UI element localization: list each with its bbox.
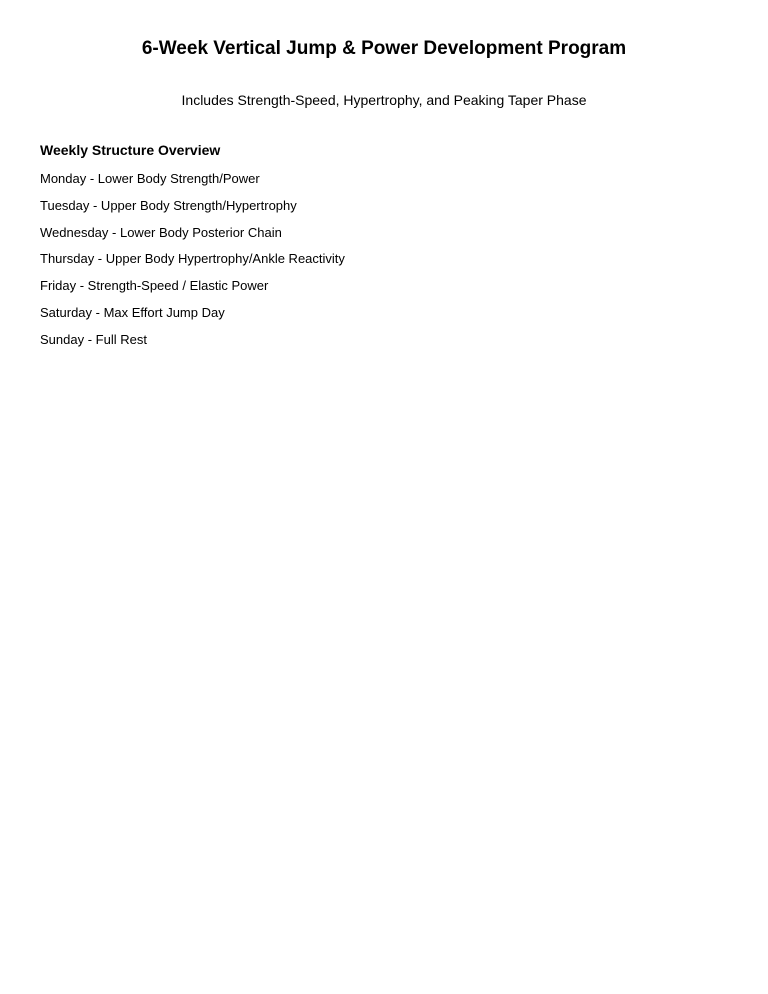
weekly-structure-heading: Weekly Structure Overview [40, 142, 221, 158]
schedule-item-monday: Monday - Lower Body Strength/Power [40, 171, 260, 186]
weekly-schedule-list [40, 170, 345, 358]
schedule-item-saturday: Saturday - Max Effort Jump Day [40, 304, 225, 320]
schedule-item-sunday: Sunday - Full Rest [40, 331, 147, 347]
schedule-item-friday: Friday - Strength-Speed / Elastic Power [40, 278, 269, 294]
document-subtitle: Includes Strength-Speed, Hypertrophy, and Peaking Taper Phase [181, 92, 587, 108]
schedule-item-thursday: Thursday - Upper Body Hypertrophy/Ankle Reactivity [40, 251, 345, 267]
schedule-item-tuesday: Tuesday - Upper Body Strength/Hypertrophy [40, 197, 297, 213]
schedule-item-wednesday: Wednesday - Lower Body Posterior Chain [40, 224, 282, 240]
document-title: 6-Week Vertical Jump & Power Development Program [141, 38, 627, 59]
